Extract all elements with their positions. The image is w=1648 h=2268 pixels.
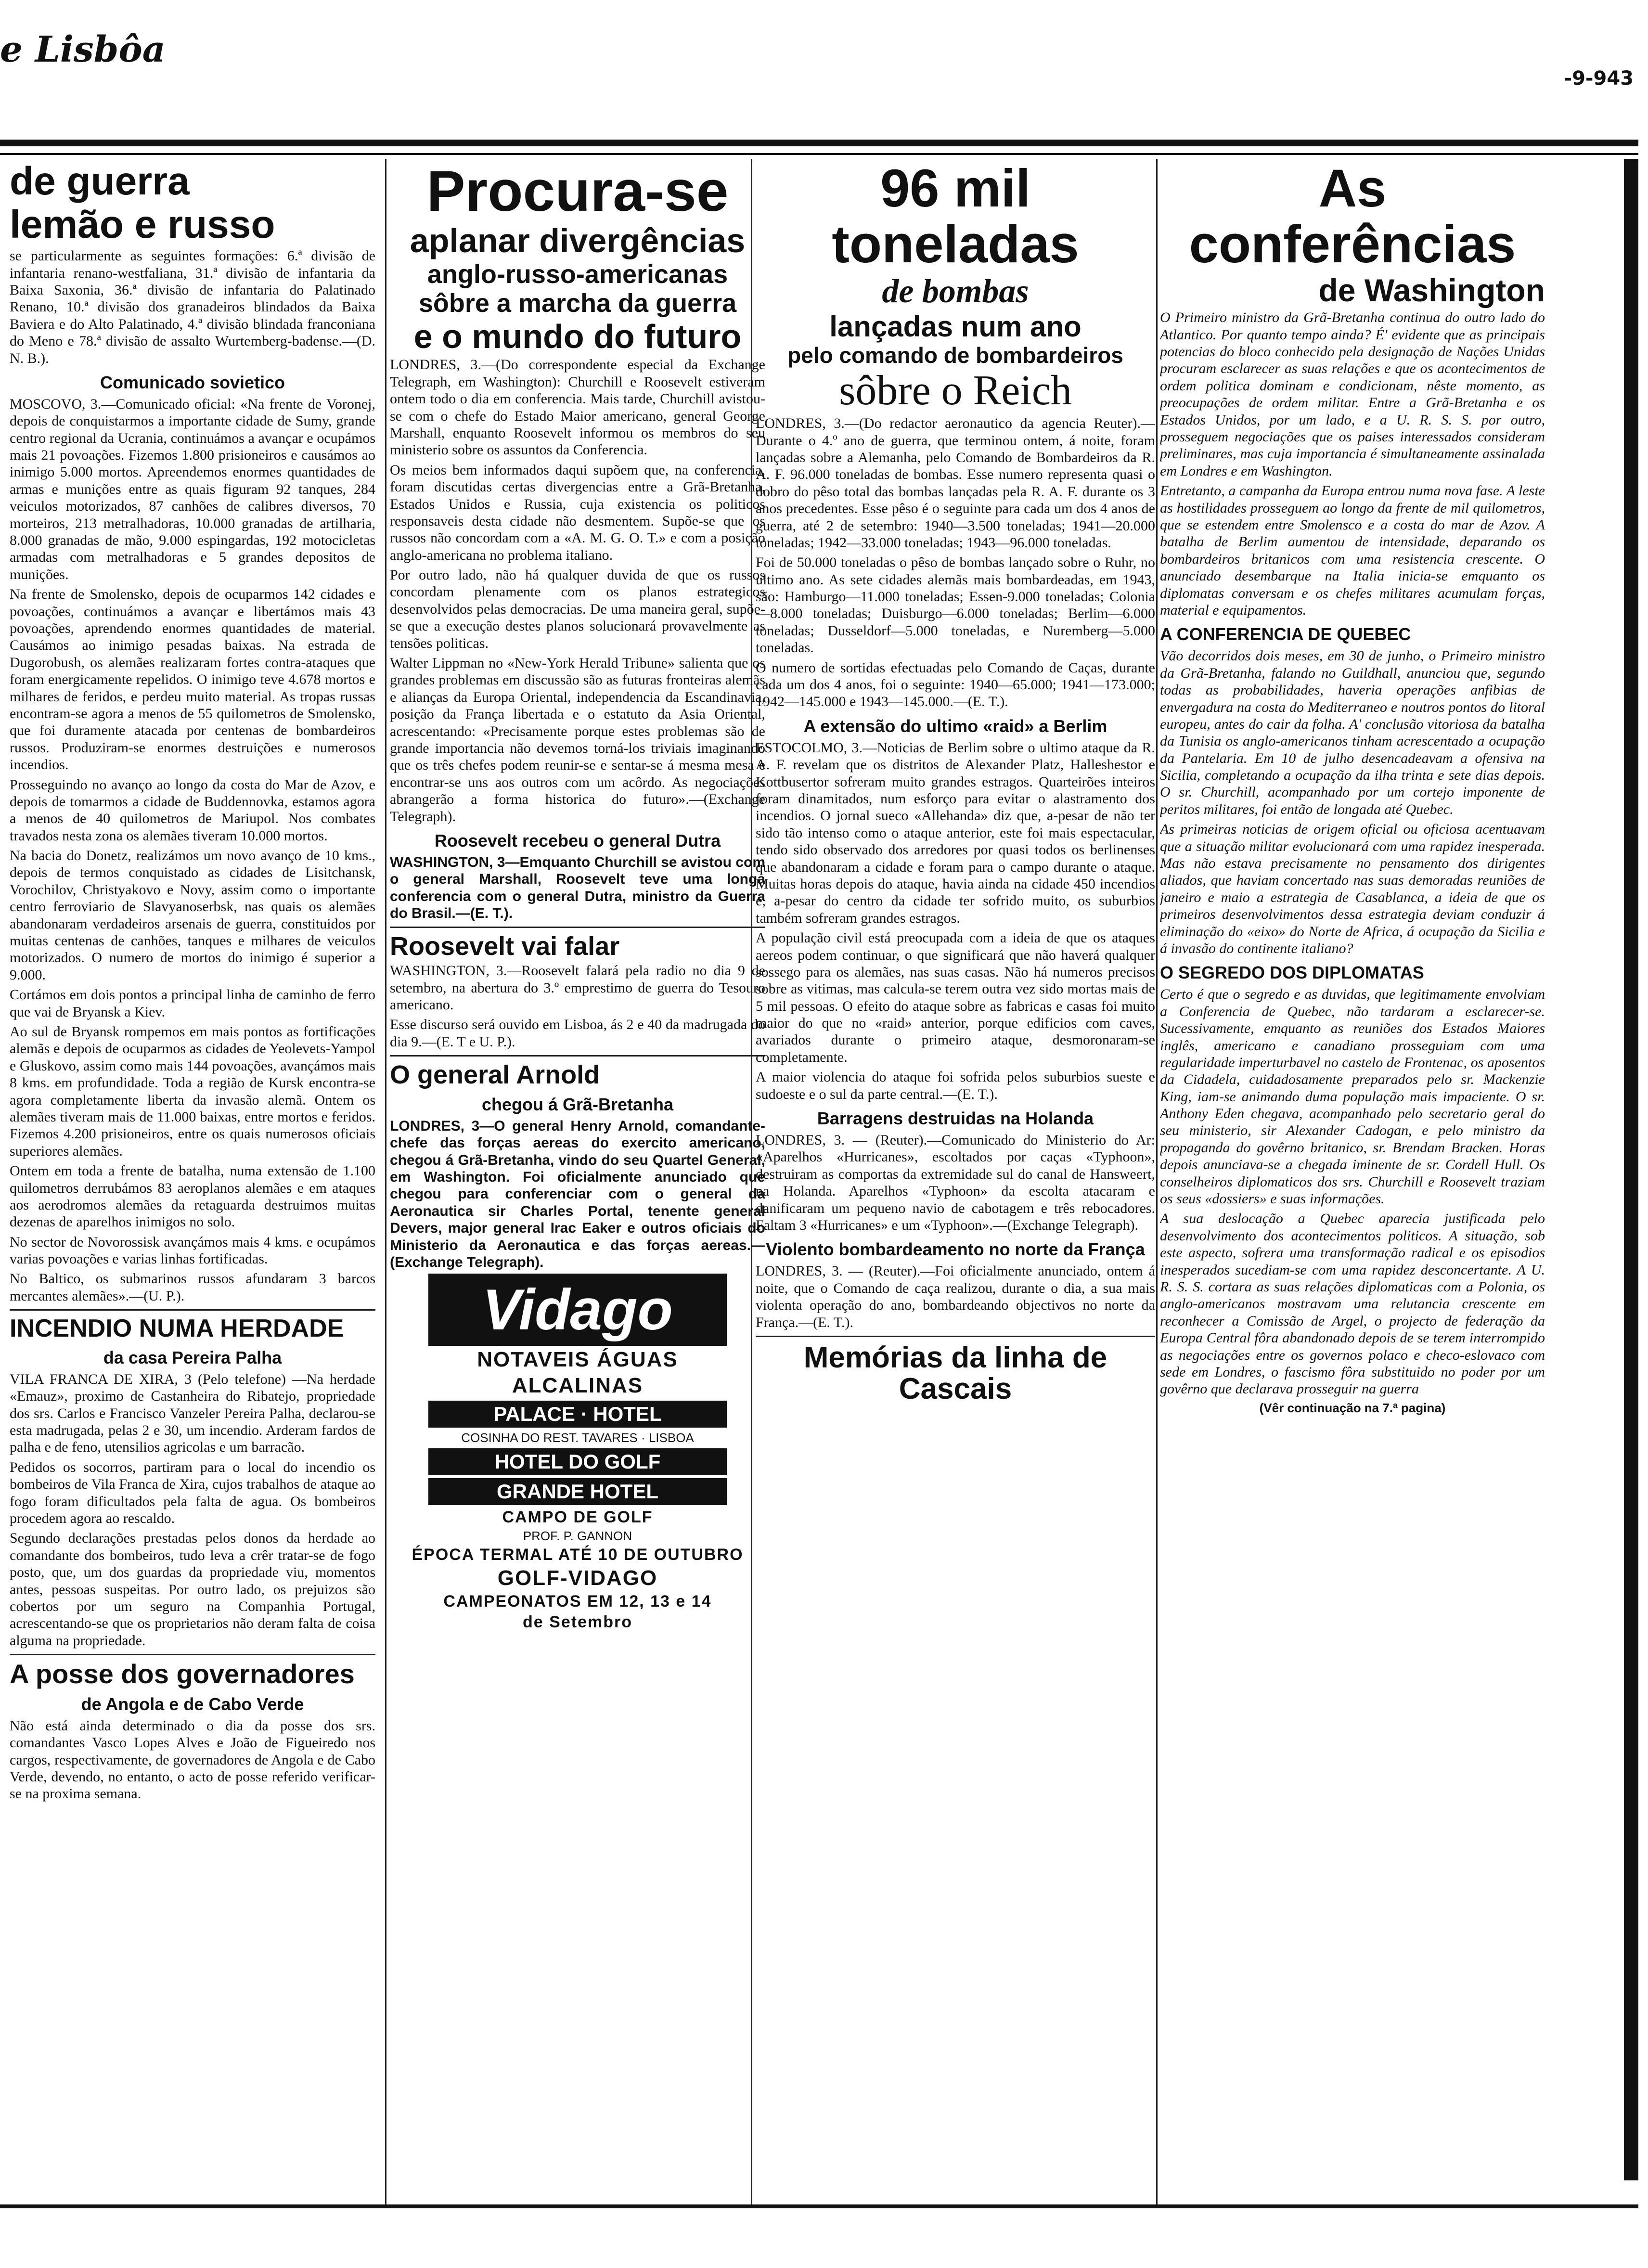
top-rule-thin: [0, 153, 1638, 155]
bottom-rule: [0, 2204, 1638, 2208]
article-paragraph: Ao sul de Bryansk rompemos em mais pontos as fortificações alemãs e depois de ocuparmos as cidades de Yeolevets-Yampol e Gluskovo, assim como mais 144 povoações, avançámos mais 8 kms. em profundidade. Toda a região de Kursk encontra-se agora completamente liberta da invasão alemã. Ontem os alemães tiveram mais de 11.000 baixas, entre mortos e feridos. Fizemos 4.200 prisioneiros, entre os quais numerosos oficiais superiores alemães.: [10, 1023, 375, 1159]
article-paragraph: Na frente de Smolensko, depois de ocuparmos 142 cidades e povoações, continuámos a avançar e libertámos mais 43 povoações, aprendendo enormes quantidades de material. Causámos ao inimigo pesadas baixas. Na estrada de Dugorobush, os alemães realizaram fortes contra-ataques que foram energicamente repelidos. O inimigo teve 4.678 mortos e milhares de feridos, e perdeu muito material. As tropas russas encontram-se agora a menos de 55 quilometros de Smolensko, que foi duramente atacada por centenas de bombardeiros russos. Produziram-se enormes destruições e numerosos incendios.: [10, 586, 375, 773]
vidago-advertisement: [390, 1274, 765, 1632]
headline: A posse dos governadores: [10, 1659, 355, 1689]
ad-line: CAMPEONATOS EM 12, 13 e 14: [443, 1592, 712, 1611]
ad-line: ALCALINAS: [512, 1374, 644, 1398]
headline: INCENDIO NUMA HERDADE: [10, 1314, 344, 1343]
headline: sôbre o Reich: [839, 367, 1072, 414]
subheading: O SEGREDO DOS DIPLOMATAS: [1160, 963, 1424, 983]
article-paragraph: Vão decorridos dois meses, em 30 de junho, o Primeiro ministro da Grã-Bretanha, falando no Guildhall, anunciou que, segundo todas as probabilidades, haveria operações anfibias de envergadura na costa do Mediterraneo e noutros pontos do litoral europeu, antes do cair da folha. A' conclusão vitoriosa da batalha da Tunisia os anglo-americanos tinham acrescentado a ocupação da Pantelaria. Em 10 de julho desencadeavam a ofensiva na Sicilia, completando a ocupação da ilha trinta e sete dias depois. O sr. Churchill, acompanhado por um cortejo imponente de peritos militares, foi então de longada até Quebec.: [1160, 648, 1545, 817]
article-paragraph: O Primeiro ministro da Grã-Bretanha continua do outro lado do Atlantico. Por quanto tempo ainda? É' evidente que as principais potencias do bloco conhecido pela designação de Nações Unidas procuram esclarecer as suas relações e que os acontecimentos de ordem politica dominam e condicionam, nêste momento, as preocupações de ordem militar. Entre a Grã-Bretanha e os Estados Unidos, por um lado, e a U. R. S. S. por outro, prosseguem negociações que os paises interessados consideram preliminares, mas cuja importancia é simultaneamente assinalada em Londres e em Washington.: [1160, 309, 1545, 479]
article-paragraph: LONDRES, 3.—(Do redactor aeronautico da agencia Reuter).—Durante o 4.º ano de guerra, que terminou ontem, á noite, foram lançadas sobre a Alemanha, pelo Comando de Bombardeiros da R. A. F. 96.000 toneladas de bombas. Esse numero representa quasi o dobro do pêso total das bombas lançadas pela R. A. F. durante os 3 anos precedentes. Esse pêso é o seguinte para cada um dos 4 anos de guerra, até 2 de setembro: 1940—3.500 toneladas; 1941—20.000 toneladas; 1942—33.000 toneladas; 1943—96.000 toneladas.: [756, 415, 1155, 551]
article-paragraph: Walter Lippman no «New-York Herald Tribune» salienta que os grandes problemas em discussão são as futuras fronteiras alemãs e alianças da Europa Oriental, independencia da Escandinavia, posição da França libertada e o estatuto da Asia Oriental, acrescentando: «Precisamente porque estes problemas são de grande importancia não devemos torná-los triviais imaginando que os três chefes podem reunir-se e sentar-se á mesma mesa e encontrar-se uns aos outros com um acôrdo. As negociações abrangerão a forma historica do futuro».—(Exchange Telegraph).: [390, 655, 765, 825]
subheading: Barragens destruidas na Holanda: [817, 1108, 1094, 1129]
subheading: de Angola e de Cabo Verde: [81, 1694, 304, 1714]
column-1: [10, 159, 375, 2229]
ad-box: HOTEL DO GOLF: [428, 1448, 727, 1475]
article-paragraph: VILA FRANCA DE XIRA, 3 (Pelo telefone) —Na herdade «Emauz», proximo de Castanheira do Ribatejo, propriedade dos srs. Carlos e Francisco Vanzeler Pereira Palha, declarou-se esta madrugada, pelas 2 e 30, um incendio. Arderam fardos de palha e de feno, utensilios agricolas e um barracão.: [10, 1371, 375, 1456]
article-paragraph: Ontem em toda a frente de batalha, numa extensão de 1.100 quilometros derrubámos 83 aeroplanos alemães e em ataques aos aerodromos alemães da retaguarda destruimos muitas dezenas de aparelhos inimigos no solo.: [10, 1163, 375, 1230]
subheading: A extensão do ultimo «raid» a Berlim: [803, 716, 1107, 736]
article-paragraph: MOSCOVO, 3.—Comunicado oficial: «Na frente de Voronej, depois de conquistarmos a importante cidade de Sumy, grande centro regional da Ucrania, continuámos a avançar e ocupámos mais 21 povoações. Fizemos 1.800 prisioneiros e causámos ao inimigo 5.000 mortos. Apreendemos enormes quantidades de armas e munições entre as quais figuram 92 tanques, 284 veiculos motorizados, 87 canhões de calibres diversos, 70 morteiros, 213 metralhadoras, 10.000 granadas de artilharia, 8.000 granadas de mão, 9.000 espingardas, 192 motocicletas armadas com metralhadoras e 5 grandes depositos de munições.: [10, 396, 375, 582]
headline: pelo comando de bombardeiros: [787, 342, 1123, 368]
ad-box: GRANDE HOTEL: [428, 1478, 727, 1505]
column-rule: [1156, 159, 1158, 2204]
article-paragraph: Os meios bem informados daqui supõem que, na conferencia, foram discutidas certas divergencias entre a Grã-Bretanha, Estados Unidos e Russia, cuja existencia os politicos responsaveis desta cidade não desmentem. Supõe-se que os russos não concordam com a «A. M. G. O. T.» e com a posição anglo-americana no problema italiano.: [390, 462, 765, 563]
masthead: e Lisbôa: [0, 29, 166, 70]
headline: 96 mil toneladas: [832, 159, 1079, 274]
ad-line: de Setembro: [523, 1613, 632, 1632]
divider: [390, 1055, 765, 1057]
top-rule: [0, 140, 1638, 146]
divider: [10, 1654, 375, 1655]
divider: [756, 1336, 1155, 1337]
headline: As conferências: [1189, 159, 1516, 274]
subheading: Comunicado sovietico: [100, 372, 285, 392]
headline: aplanar divergências: [410, 222, 746, 259]
article-paragraph: No sector de Novorossisk avançámos mais 4 kms. e ocupámos varias povoações e varias linhas fortificadas.: [10, 1234, 375, 1267]
article-paragraph: Segundo declarações prestadas pelos donos da herdade ao comandante dos bombeiros, tudo leva a crêr tratar-se de fogo posto, que, um dos guardas da propriedade viu, momentos antes, pessoas suspeitas. Por outro lado, os prejuizos são cobertos por um seguro na Companhia Portugal, acrescentando-se que os proprietarios não deram falta de coisa alguma na propriedade.: [10, 1530, 375, 1649]
headline: Memórias da linha de Cascais: [803, 1340, 1107, 1406]
headline: Roosevelt vai falar: [390, 932, 620, 961]
ad-line: CAMPO DE GOLF: [502, 1508, 653, 1527]
article-paragraph: Prosseguindo no avanço ao longo da costa do Mar de Azov, e depois de tomarmos a cidade de Buddennovka, estamos agora a menos de 40 quilometros de Mariupol. Nos combates travados nesta zona os alemães tiveram 10.000 mortos.: [10, 776, 375, 844]
ad-line: GOLF-VIDAGO: [497, 1566, 658, 1590]
article-paragraph: A sua deslocação a Quebec aparecia justificada pelo desenvolvimento dos acontecimentos politicos. A situação, sob este aspecto, sofrera uma transformação radical e os episodios inesperados sucediam-se com uma rapidez desconcertante. A U. R. S. S. cortara as suas relações diplomaticas com a Polonia, os anglo-americanos mostravam uma relutancia crescente em reconhecer a Comissão de Argel, o projecto de federação da Europa Central fôra abandonado depois de se terem interrompido as negociações entre os governos polaco e checo-eslovaco com sede em Londres, o fascismo fôra substituido no poder por um govêrno que declarava prosseguir na guerra: [1160, 1211, 1545, 1397]
page-date: -9-943: [1564, 67, 1634, 90]
ad-line: NOTAVEIS ÁGUAS: [477, 1348, 678, 1372]
article-paragraph: Certo é que o segredo e as duvidas, que legitimamente envolviam a Conferencia de Quebec, não tardaram a esclarecer-se. Sucessivamente, emquanto as reuniões dos Estados Maiores inglês, americano e canadiano prosseguiam com uma regularidade imperturbavel no castelo de Frontenac, os aposentos da Cidadela, cuidadosamente preparados pelo sr. Mackenzie King, iam-se animando duma população mais impaciente. O sr. Anthony Eden chegava, acompanhado pelo secretario geral do seu ministerio, sir Alexander Cadogan, e pelo ministro da propaganda do govêrno britanico, sr. Brendam Bracken. Horas depois anunciava-se a chegada iminente de sr. Cordell Hull. Os conselheiros diplomaticos dos srs. Churchill e Roosevelt traziam os seus «dossiers» e suas informações.: [1160, 986, 1545, 1207]
column-4: [1160, 159, 1545, 2229]
article-paragraph: Pedidos os socorros, partiram para o local do incendio os bombeiros de Vila Franca de Xira, cujos trabalhos de ataque ao fogo foram dificultados pela falta de agua. Os bombeiros procedem agora ao rescaldo.: [10, 1459, 375, 1526]
headline: sôbre a marcha da guerra: [418, 289, 737, 318]
headline: O general Arnold: [390, 1060, 600, 1090]
column-2: [390, 159, 765, 2229]
subheading: chegou á Grã-Bretanha: [481, 1094, 674, 1114]
article-paragraph: WASHINGTON, 3.—Roosevelt falará pela radio no dia 9 de setembro, na abertura do 3.º emprestimo de guerra do Tesouro americano.: [390, 963, 765, 1013]
ad-box: PALACE · HOTEL: [428, 1401, 727, 1428]
headline: e o mundo do futuro: [413, 317, 742, 355]
article-paragraph: WASHINGTON, 3—Emquanto Churchill se avistou com o general Marshall, Roosevelt teve uma longa conferencia com o general Dutra, ministro da Guerra do Brasil.—(E. T.).: [390, 854, 765, 922]
article-paragraph: LONDRES, 3.—(Do correspondente especial da Exchange Telegraph, em Washington): Churchill e Roosevelt estiveram ontem todo o dia em conferencia. Mais tarde, Churchill avistou-se com o chefe do Estado Maior americano, general George Marshall, enquanto Roosevelt informou os membros do seu ministerio sobre os assuntos da Conferencia.: [390, 357, 765, 458]
subheading: Violento bombardeamento no norte da França: [766, 1239, 1145, 1260]
article-paragraph: A maior violencia do ataque foi sofrida pelos suburbios sueste e sudoeste e o sul da parte central.—(E. T.).: [756, 1069, 1155, 1102]
article-paragraph: Cortámos em dois pontos a principal linha de caminho de ferro que vai de Bryansk a Kiev.: [10, 987, 375, 1020]
right-margin-bar: [1624, 159, 1638, 2180]
divider: [390, 927, 765, 928]
subheading: Roosevelt recebeu o general Dutra: [434, 830, 721, 850]
article-paragraph: LONDRES, 3—O general Henry Arnold, comandante-chefe das forças aereas do exercito americano, chegou á Grã-Bretanha, vindo do seu Quartel General, em Washington. Foi oficialmente anunciado que chegou para conferenciar com o general da Aeronautica sir Charles Portal, tenente general Devers, major general Irac Eaker e outros oficiais do Ministerio da Aeronautica e das forças aereas.—(Exchange Telegraph).: [390, 1118, 765, 1270]
article-paragraph: se particularmente as seguintes formações: 6.ª divisão de infantaria renano-westfaliana, 31.ª divisão de infantaria da Baixa Saxonia, 36.ª divisão de infantaria do Palatinado Renano, 10.ª divisão dos granadeiros blindados da Baixa Baviera e do Alto Palatinado, 4.ª divisão blindada franconiana do Meno e 78.ª divisão de assalto Wurtemberg-badense.—(D. N. B.).: [10, 248, 375, 366]
article-paragraph: No Baltico, os submarinos russos afundaram 3 barcos mercantes alemães».—(U. P.).: [10, 1271, 375, 1304]
headline: lemão e russo: [10, 203, 275, 247]
ad-small: PROF. P. GANNON: [523, 1529, 632, 1544]
ad-line: ÉPOCA TERMAL ATÉ 10 DE OUTUBRO: [412, 1546, 744, 1564]
article-paragraph: Na bacia do Donetz, realizámos um novo avanço de 10 kms., depois de termos conquistado as cidades de Lisitchansk, Vorochilov, Christyakovo e Novy, assim como o importante centro ferroviario de Slavyanoserbsk, nas quais os alemães abandonaram verdadeiros arsenais de guerra, constituidos por muitas centenas de canhões, tanques e milhares de veiculos motorizados. O numero de mortos do inimigo é superior a 9.000.: [10, 848, 375, 983]
article-paragraph: LONDRES, 3. — (Reuter).—Comunicado do Ministerio do Ar: «Aparelhos «Hurricanes», escoltados por caças «Typhoon», destruiram as comportas da extremidade sul do canal de Hansweert, na Holanda. Aparelhos «Typhoon» da escolta atacaram e danificaram um pequeno navio de cabotagem e três rebocadores. Faltam 3 «Hurricanes» e um «Typhoon».—(Exchange Telegraph).: [756, 1132, 1155, 1233]
subheading: da casa Pereira Palha: [103, 1347, 282, 1367]
headline: Procura-se: [426, 159, 729, 223]
headline: de guerra: [10, 159, 190, 203]
column-3: [756, 159, 1155, 2229]
article-paragraph: Não está ainda determinado o dia da posse dos srs. comandantes Vasco Lopes Alves e João de Figueiredo nos cargos, respectivamente, de governadores de Angola e de Cabo Verde, devendo, no entanto, o acto de posse referido verificar-se na proxima semana.: [10, 1717, 375, 1802]
article-paragraph: As primeiras noticias de origem oficial ou oficiosa acentuavam que a situação militar evolucionará com uma rapidez inesperada. Mas não estava precisamente no pensamento dos dirigentes aliados, que haviam concertado nas suas demoradas reuniões de janeiro e maio a estrategia de Casablanca, a ideia de que os primeiros desenvolvimentos dessa estrategia deviam conduzir á eliminação do «eixo» do Norte de Africa, á ocupação da Sicilia e á invasão do continente italiano?: [1160, 821, 1545, 956]
divider: [10, 1309, 375, 1311]
article-paragraph: Foi de 50.000 toneladas o pêso de bombas lançado sobre o Ruhr, no ultimo ano. As sete cidades alemãs mais bombardeadas, em 1943, são: Hamburgo—11.000 toneladas; Essen-9.000 toneladas; Colonia—8.000 toneladas; Duisburgo—6.000 toneladas; Berlim—6.000 toneladas; Dusseldorf—5.000 toneladas, e Nuremberg—5.000 toneladas.: [756, 554, 1155, 656]
article-paragraph: Entretanto, a campanha da Europa entrou numa nova fase. A leste as hostilidades prosseguem ao longo da frente de mil quilometros, que se estendem entre Smolensco e a costa do mar de Azov. A batalha de Berlim aumentou de intensidade, deparando os bombardeiros britanicos com uma resistencia crescente. O anunciado desembarque na Italia inicia-se emquanto os diplomatas conversam e os chefes militares acumulam forças, material e equipamentos.: [1160, 483, 1545, 618]
article-paragraph: LONDRES, 3. — (Reuter).—Foi oficialmente anunciado, ontem á noite, que o Comando de caça realizou, durante o dia, a sua mais violenta operação do ano, bombardeando objectivos no norte da França.—(E. T.).: [756, 1263, 1155, 1330]
headline: de bombas: [882, 273, 1029, 310]
subheading: A CONFERENCIA DE QUEBEC: [1160, 624, 1411, 644]
article-paragraph: Por outro lado, não há qualquer duvida de que os russos concordam plenamente com os planos estrategicos desenvolvidos pelas democracias. De uma maneira geral, supõe-se que a execução destes planos solucionará provavelmente as tensões politicas.: [390, 567, 765, 651]
headline: de Washington: [1318, 272, 1545, 308]
vidago-logo: Vidago: [428, 1274, 727, 1346]
ad-small: COSINHA DO REST. TAVARES · LISBOA: [461, 1430, 694, 1445]
article-paragraph: O numero de sortidas efectuadas pelo Comando de Caças, durante cada um dos 4 anos, foi o seguinte: 1940—65.000; 1941—173.000; 1942—145.000 e 1943—145.000.—(E. T.).: [756, 659, 1155, 710]
headline: anglo-russo-americanas: [427, 259, 728, 289]
continuation-note: (Vêr continuação na 7.ª pagina): [1259, 1400, 1446, 1415]
headline: lançadas num ano: [829, 310, 1082, 343]
article-paragraph: A população civil está preocupada com a ideia de que os ataques aereos podem continuar, o que significará que não haverá qualquer sossego para os alemães, nas suas casas. Não há numeros precisos sobre as vitimas, mas calcula-se terem outra vez sido mortas mais de 5 mil pessoas. O efeito do ataque sobre as fabricas e casas foi muito maior do que no «raid» anterior, porque edificios com caves, avariados durante o primeiro ataque, desmoronaram-se completamente.: [756, 930, 1155, 1065]
article-paragraph: Esse discurso será ouvido em Lisboa, ás 2 e 40 da madrugada do dia 9.—(E. T e U. P.).: [390, 1017, 765, 1050]
column-rule: [385, 159, 386, 2204]
article-paragraph: ESTOCOLMO, 3.—Noticias de Berlim sobre o ultimo ataque da R. A. F. revelam que os distritos de Alexander Platz, Halleshestor e Kottbusertor sofreram muito grandes estragos. Quarteirões inteiros foram dinamitados, num esforço para evitar o alastramento dos incendios. O jornal sueco «Allehanda» diz que, a-pesar de não ter sido tão intenso como o ataque anterior, este foi mais espectacular, tendo sido observado dos arredores por quasi todos os berlinenses que abandonaram a cidade e foram para o campo durante o ataque. Muitas horas depois do ataque, havia ainda na cidade 450 incendios e, a-pesar do centro da cidade ter sofrido muito, os suburbios também sofreram grandes estragos.: [756, 739, 1155, 926]
